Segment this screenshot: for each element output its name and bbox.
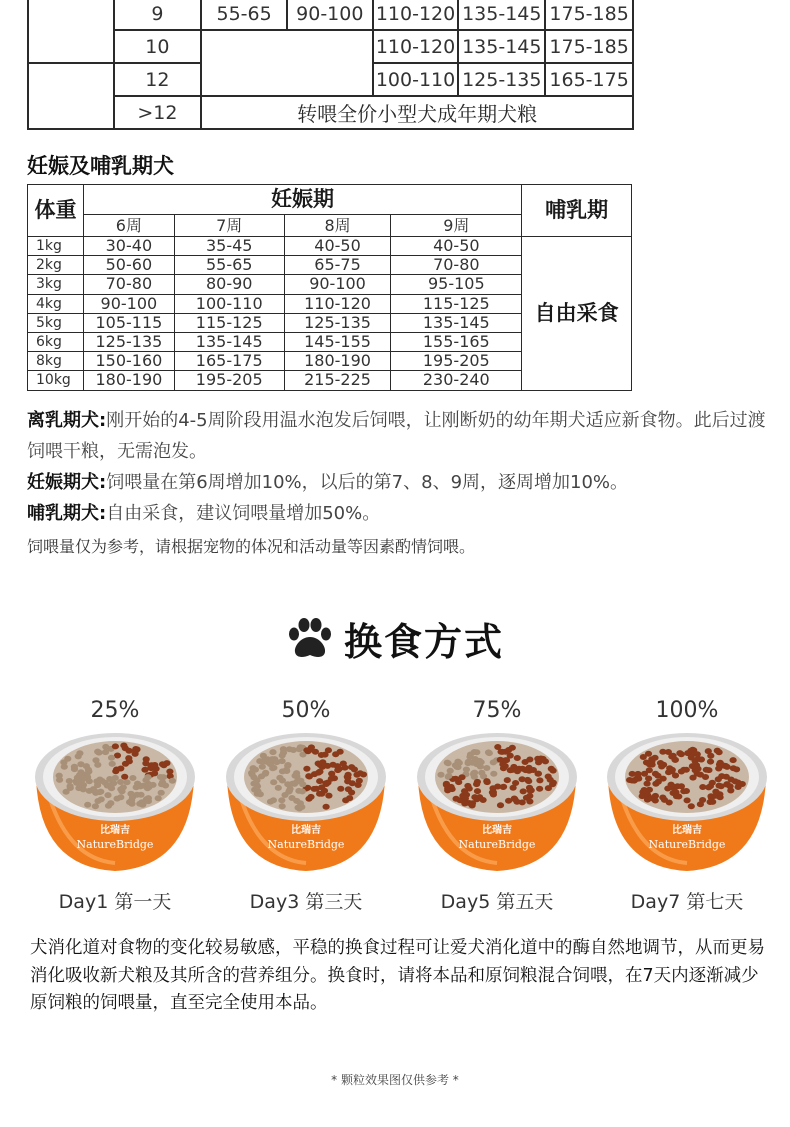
week-header: 9周	[391, 215, 522, 237]
pregnancy-table-body	[28, 237, 632, 391]
weaning-text: 刚开始的4-5周阶段用温水泡发后饲喂，让刚断奶的幼年期犬适应新食物。此后过渡饲喂干粮，无需泡发。	[27, 410, 766, 462]
value-cell: 195-205	[174, 371, 284, 390]
food-bowl-image	[221, 729, 391, 879]
weight-cell: 3kg	[28, 275, 84, 294]
pregnancy-feeding-table	[27, 184, 632, 391]
value-cell: 40-50	[284, 237, 391, 256]
nursing-text: 自由采食，建议饲喂量增加50%。	[106, 503, 381, 524]
weight-cell: >12	[114, 96, 202, 129]
value-cell: 90-100	[287, 0, 373, 30]
lactation-header: 哺乳期	[522, 185, 632, 237]
week-header: 6周	[83, 215, 174, 237]
value-cell: 105-115	[83, 313, 174, 332]
value-cell: 180-190	[284, 352, 391, 371]
value-cell: 50-60	[83, 256, 174, 275]
weight-cell: 6kg	[28, 332, 84, 351]
day-label: Day3 第三天	[249, 891, 363, 913]
bowl-brand-cn: 比瑞吉	[482, 825, 512, 836]
transition-steps	[0, 693, 790, 923]
value-cell: 70-80	[391, 256, 522, 275]
bowl-brand-en: NatureBridge	[267, 838, 345, 851]
section-title: 妊娠及哺乳期犬	[27, 154, 174, 178]
bowl-brand-cn: 比瑞吉	[100, 825, 130, 836]
bowl-brand-cn: 比瑞吉	[672, 825, 702, 836]
transition-step	[30, 693, 200, 914]
pregnant-label: 妊娠期犬:	[27, 472, 107, 493]
paw-icon	[286, 618, 334, 660]
weight-cell: 5kg	[28, 313, 84, 332]
value-cell: 125-135	[284, 313, 391, 332]
pregnant-note	[27, 467, 767, 498]
value-cell: 145-155	[284, 332, 391, 351]
lactation-value: 自由采食	[522, 237, 632, 391]
weight-header: 体重	[28, 185, 84, 237]
value-cell: 125-135	[83, 332, 174, 351]
value-cell: 80-90	[174, 275, 284, 294]
value-cell: 115-125	[391, 294, 522, 313]
age-cell	[28, 63, 114, 129]
value-cell: 40-50	[391, 237, 522, 256]
day-label: Day7 第七天	[630, 891, 744, 913]
weight-cell: 12	[114, 63, 202, 96]
transition-step	[221, 693, 391, 914]
value-cell: 180-190	[83, 371, 174, 390]
value-cell: 35-45	[174, 237, 284, 256]
bowl-brand-en: NatureBridge	[76, 838, 154, 851]
value-cell: 175-185	[545, 30, 633, 63]
week-header: 8周	[284, 215, 391, 237]
percent-label: 100%	[655, 698, 719, 723]
value-cell: 90-100	[83, 294, 174, 313]
transition-step	[602, 693, 772, 914]
food-bowl-image	[602, 729, 772, 879]
value-cell: 95-105	[391, 275, 522, 294]
value-cell: 155-165	[391, 332, 522, 351]
table-row	[28, 96, 633, 129]
value-cell: 135-145	[458, 0, 545, 30]
table-row	[28, 0, 633, 30]
week-header: 7周	[174, 215, 284, 237]
value-cell: 55-65	[174, 256, 284, 275]
feeding-notes	[27, 405, 767, 562]
table-row	[28, 237, 632, 256]
percent-label: 25%	[90, 698, 140, 723]
value-cell: 115-125	[174, 313, 284, 332]
value-cell: 100-110	[373, 63, 459, 96]
value-cell: 30-40	[83, 237, 174, 256]
nursing-label: 哺乳期犬:	[27, 503, 107, 524]
pregnancy-header: 妊娠期	[83, 185, 521, 215]
value-cell: 215-225	[284, 371, 391, 390]
value-cell: 165-175	[174, 352, 284, 371]
transition-description: 犬消化道对食物的变化较易敏感，平稳的换食过程可让爱犬消化道中的酶自然地调节，从而更易消化吸收新犬粮及其所含的营养组分。换食时，请将本品和原饲粮混合饲喂，在7天内逐渐减少原饲粮的饲喂量，直至完全使用本品。	[30, 938, 765, 1013]
weight-cell: 8kg	[28, 352, 84, 371]
value-cell: 175-185	[545, 0, 633, 30]
value-cell: 165-175	[545, 63, 633, 96]
bowl-brand-cn: 比瑞吉	[291, 825, 321, 836]
value-cell: 135-145	[391, 313, 522, 332]
value-cell: 230-240	[391, 371, 522, 390]
value-cell: 100-110	[174, 294, 284, 313]
food-bowl-image	[412, 729, 582, 879]
table-row	[28, 30, 633, 63]
weight-cell: 4kg	[28, 294, 84, 313]
food-bowl-image	[30, 729, 200, 879]
reference-note: 饲喂量仅为参考，请根据宠物的体况和活动量等因素酌情饲喂。	[27, 537, 476, 556]
weight-cell: 1kg	[28, 237, 84, 256]
weaning-label: 离乳期犬:	[27, 410, 107, 431]
weaning-note	[27, 405, 767, 467]
percent-label: 75%	[472, 698, 522, 723]
transition-title: 换食方式	[343, 620, 504, 664]
table-header-row	[28, 185, 632, 215]
image-disclaimer: * 颗粒效果图仅供参考 *	[331, 1073, 459, 1087]
bowl-brand-en: NatureBridge	[458, 838, 536, 851]
percent-label: 50%	[281, 698, 331, 723]
day-label: Day1 第一天	[58, 891, 172, 913]
value-cell: 135-145	[174, 332, 284, 351]
switch-food-note: 转喂全价小型犬成年期犬粮	[201, 96, 633, 129]
weight-cell: 10kg	[28, 371, 84, 390]
transition-step	[412, 693, 582, 914]
feeding-table-adult-continuation	[27, 0, 634, 130]
pregnant-text: 饲喂量在第6周增加10%，以后的第7、8、9周，逐周增加10%。	[106, 472, 629, 493]
bowl-brand-en: NatureBridge	[648, 838, 726, 851]
weight-cell: 9	[114, 0, 202, 30]
value-cell: 125-135	[458, 63, 545, 96]
transition-heading	[0, 611, 790, 666]
nursing-note	[27, 498, 767, 529]
value-cell: 65-75	[284, 256, 391, 275]
value-cell: 110-120	[373, 30, 459, 63]
value-cell: 55-65	[201, 0, 287, 30]
weight-cell: 10	[114, 30, 202, 63]
value-cell: 70-80	[83, 275, 174, 294]
empty-cell	[201, 30, 372, 96]
value-cell: 110-120	[373, 0, 459, 30]
value-cell: 90-100	[284, 275, 391, 294]
day-label: Day5 第五天	[440, 891, 554, 913]
weight-cell: 2kg	[28, 256, 84, 275]
age-cell	[28, 0, 114, 63]
value-cell: 110-120	[284, 294, 391, 313]
value-cell: 195-205	[391, 352, 522, 371]
value-cell: 135-145	[458, 30, 545, 63]
value-cell: 150-160	[83, 352, 174, 371]
